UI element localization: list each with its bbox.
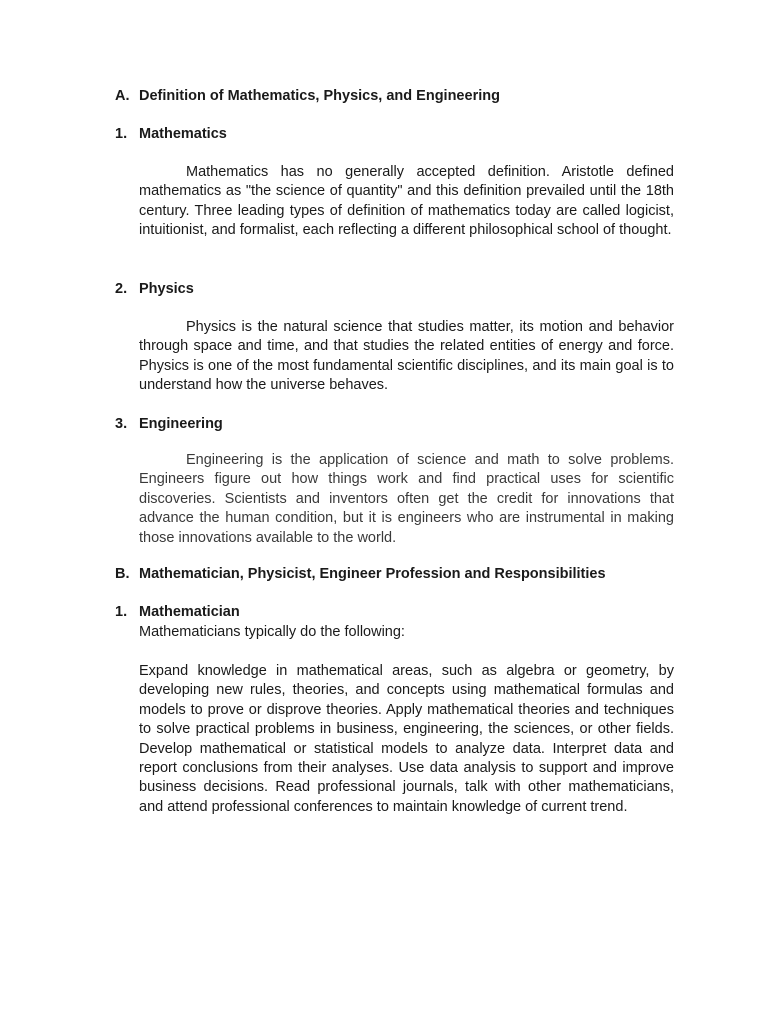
- subsection-marker: 1.: [115, 604, 128, 620]
- subsection-engineering-heading: [115, 415, 223, 434]
- subsection-mathematics-heading: [115, 125, 227, 144]
- mathematician-intro: Mathematicians typically do the following:: [139, 624, 405, 640]
- subsection-mathematician-heading: [115, 603, 240, 622]
- section-a-title: Definition of Mathematics, Physics, and Engineering: [139, 88, 500, 104]
- subsection-marker: 3.: [115, 416, 128, 432]
- section-a-heading: [115, 87, 500, 106]
- subsection-title: Engineering: [139, 416, 223, 432]
- mathematician-paragraph: Expand knowledge in mathematical areas, such as algebra or geometry, by developing new rules, theories, and concepts using mathematical formulas and models to prove or disprove theories. Apply mathematical theories and techniques to solve practical problems in business, engineering, the sciences, or other fields. Develop mathematical or statistical models to analyze data. Interpret data and report conclusions from their analyses. Use data analysis to support and improve business decisions. Read professional journals, talk with other mathematicians, and attend professional conferences to maintain knowledge of current trend.: [139, 663, 674, 815]
- subsection-marker: 2.: [115, 281, 128, 297]
- section-b-title: Mathematician, Physicist, Engineer Profession and Responsibilities: [139, 566, 606, 582]
- section-b-marker: B.: [115, 566, 130, 582]
- subsection-physics-heading: [115, 280, 194, 299]
- section-a-marker: A.: [115, 88, 130, 104]
- subsection-marker: 1.: [115, 126, 128, 142]
- physics-paragraph: Physics is the natural science that studies matter, its motion and behavior through space and time, and that studies the related entities of energy and force. Physics is one of the most fundamental scientific disciplines, and its main goal is to understand how the universe behaves.: [139, 319, 674, 394]
- subsection-title: Mathematician: [139, 604, 240, 620]
- mathematics-paragraph: Mathematics has no generally accepted definition. Aristotle defined mathematics as "the science of quantity" and this definition prevailed until the 18th century. Three leading types of definition of mathematics today are called logicist, intuitionist, and formalist, each reflecting a different philosophical school of thought.: [139, 164, 674, 239]
- section-b-heading: [115, 565, 606, 584]
- subsection-title: Mathematics: [139, 126, 227, 142]
- engineering-paragraph: Engineering is the application of science and math to solve problems. Engineers figure out how things work and find practical uses for scientific discoveries. Scientists and inventors often get the credit for innovations that advance the human condition, but it is engineers who are instrumental in making those innovations available to the world.: [139, 452, 674, 546]
- subsection-title: Physics: [139, 281, 194, 297]
